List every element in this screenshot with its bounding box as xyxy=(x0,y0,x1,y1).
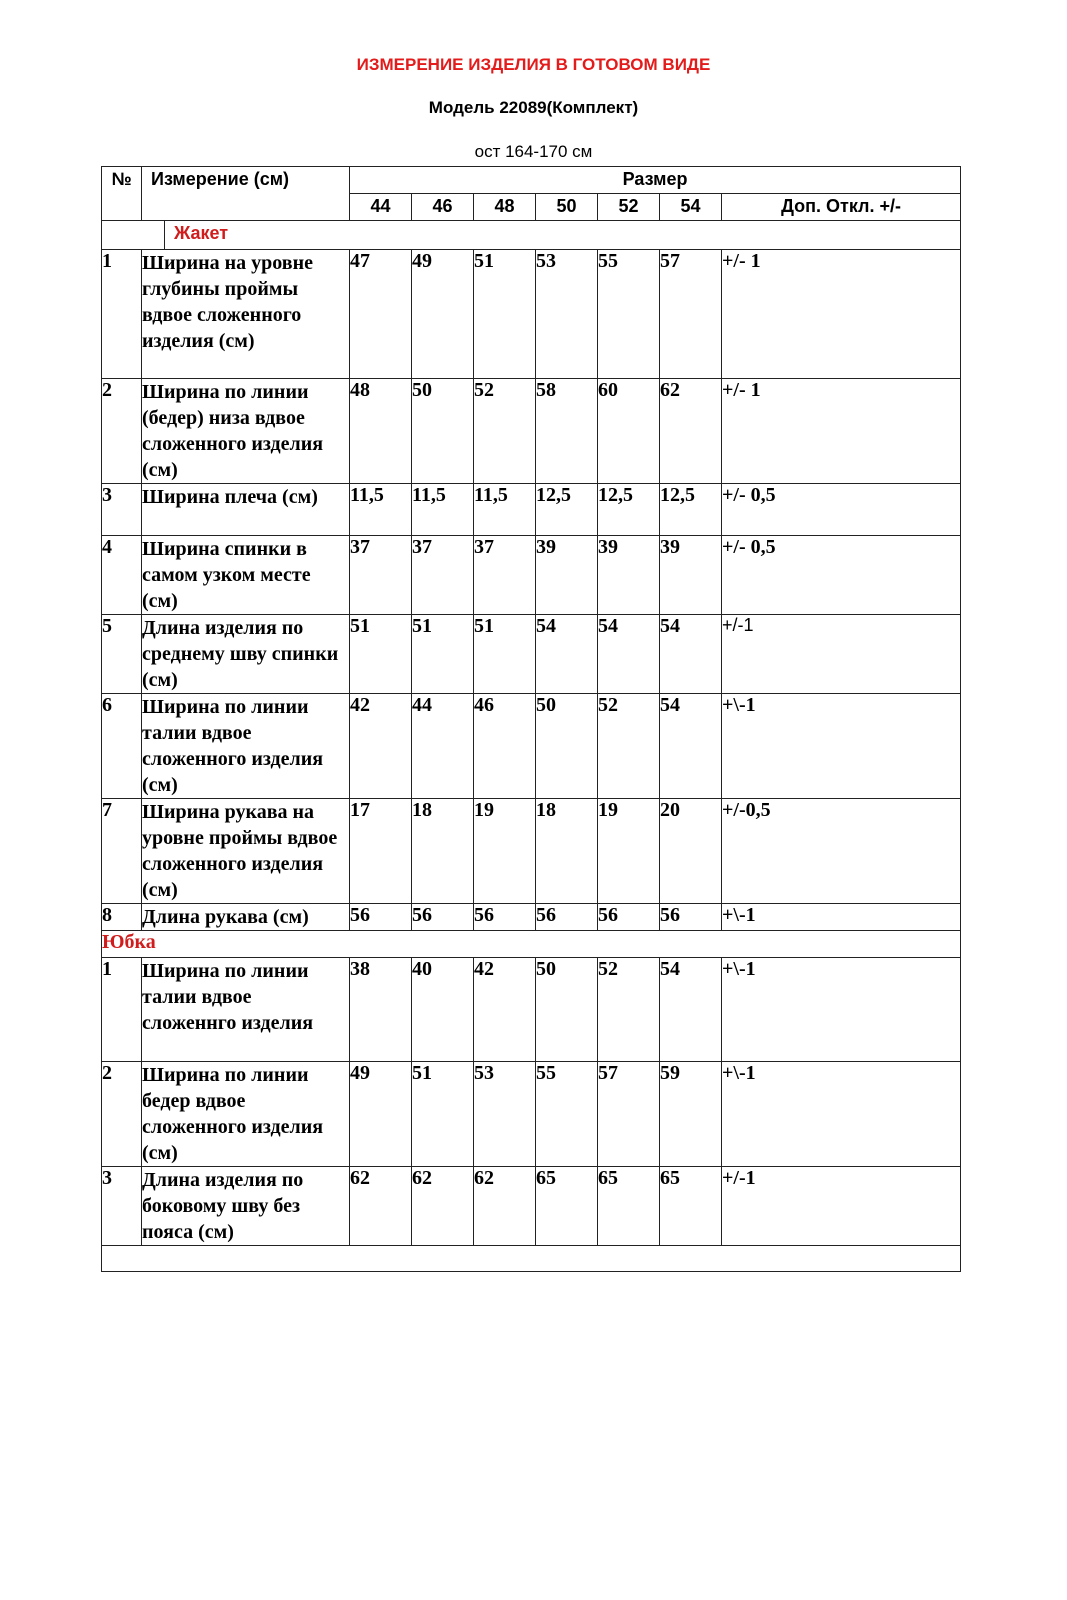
row-number: 5 xyxy=(102,615,142,694)
size-header: 46 xyxy=(412,194,474,221)
size-value: 50 xyxy=(412,379,474,484)
table-row xyxy=(102,1062,961,1167)
size-value: 62 xyxy=(412,1167,474,1246)
size-value: 53 xyxy=(474,1062,536,1167)
size-value: 56 xyxy=(350,904,412,931)
size-value: 62 xyxy=(350,1167,412,1246)
size-value: 57 xyxy=(598,1062,660,1167)
size-value: 19 xyxy=(598,799,660,904)
measurement-label: Ширина на уровне глубины проймы вдвое сложенного изделия (см) xyxy=(142,250,350,379)
size-value: 56 xyxy=(536,904,598,931)
size-value: 18 xyxy=(536,799,598,904)
size-value: 38 xyxy=(350,958,412,1062)
table-row xyxy=(102,799,961,904)
size-value: 11,5 xyxy=(350,484,412,536)
size-value: 65 xyxy=(598,1167,660,1246)
section-row-skirt xyxy=(102,931,961,958)
tolerance-value: +/- 1 xyxy=(722,250,961,379)
table-row xyxy=(102,484,961,536)
tolerance-value: +\-1 xyxy=(722,958,961,1062)
size-value: 54 xyxy=(536,615,598,694)
size-value: 60 xyxy=(598,379,660,484)
column-header-number: № xyxy=(102,167,142,221)
size-value: 65 xyxy=(536,1167,598,1246)
tolerance-value: +/-1 xyxy=(722,615,961,694)
size-value: 12,5 xyxy=(660,484,722,536)
measurement-label: Ширина по линии бедер вдвое сложенного изделия (см) xyxy=(142,1062,350,1167)
row-number: 2 xyxy=(102,379,142,484)
table-row xyxy=(102,250,961,379)
size-value: 11,5 xyxy=(412,484,474,536)
size-value: 19 xyxy=(474,799,536,904)
size-value: 54 xyxy=(598,615,660,694)
size-value: 40 xyxy=(412,958,474,1062)
size-value: 62 xyxy=(474,1167,536,1246)
size-value: 48 xyxy=(350,379,412,484)
row-number: 1 xyxy=(102,250,142,379)
size-value: 12,5 xyxy=(536,484,598,536)
size-value: 42 xyxy=(474,958,536,1062)
size-value: 37 xyxy=(474,536,536,615)
size-value: 62 xyxy=(660,379,722,484)
measurement-table xyxy=(101,166,961,1272)
size-value: 39 xyxy=(660,536,722,615)
size-value: 51 xyxy=(350,615,412,694)
section-row-jacket xyxy=(102,221,961,250)
size-value: 57 xyxy=(660,250,722,379)
size-value: 46 xyxy=(474,694,536,799)
size-value: 50 xyxy=(536,694,598,799)
tolerance-value: +/- 1 xyxy=(722,379,961,484)
column-header-measure: Измерение (см) xyxy=(142,167,350,221)
size-value: 59 xyxy=(660,1062,722,1167)
size-value: 39 xyxy=(598,536,660,615)
measurement-label: Ширина плеча (см) xyxy=(142,484,350,536)
size-value: 49 xyxy=(350,1062,412,1167)
measurement-label: Ширина по линии талии вдвое сложенного изделия (см) xyxy=(142,694,350,799)
size-value: 12,5 xyxy=(598,484,660,536)
tolerance-value: +/- 0,5 xyxy=(722,536,961,615)
size-value: 54 xyxy=(660,615,722,694)
empty-row xyxy=(102,1246,961,1272)
measurement-label: Длина рукава (см) xyxy=(142,904,350,931)
row-number: 3 xyxy=(102,1167,142,1246)
size-header: 52 xyxy=(598,194,660,221)
measurement-label: Длина изделия по среднему шву спинки (см) xyxy=(142,615,350,694)
model-subtitle: Модель 22089(Комплект) xyxy=(428,98,639,117)
size-value: 50 xyxy=(536,958,598,1062)
measurement-label: Длина изделия по боковому шву без пояса (см) xyxy=(142,1167,350,1246)
measurement-label: Ширина рукава на уровне проймы вдвое сложенного изделия (см) xyxy=(142,799,350,904)
measurement-label: Ширина спинки в самом узком месте (см) xyxy=(142,536,350,615)
size-value: 55 xyxy=(536,1062,598,1167)
size-value: 56 xyxy=(474,904,536,931)
row-number: 2 xyxy=(102,1062,142,1167)
row-number: 8 xyxy=(102,904,142,931)
column-header-tolerance: Доп. Откл. +/- xyxy=(722,194,961,221)
page-title: ИЗМЕРЕНИЕ ИЗДЕЛИЯ В ГОТОВОМ ВИДЕ xyxy=(356,55,711,74)
size-value: 51 xyxy=(412,1062,474,1167)
size-value: 51 xyxy=(412,615,474,694)
size-value: 54 xyxy=(660,958,722,1062)
size-value: 52 xyxy=(474,379,536,484)
size-value: 54 xyxy=(660,694,722,799)
table-row xyxy=(102,904,961,931)
measurement-label: Ширина по линии (бедер) низа вдвое сложенного изделия (см) xyxy=(142,379,350,484)
tolerance-value: +/-0,5 xyxy=(722,799,961,904)
size-value: 42 xyxy=(350,694,412,799)
size-value: 53 xyxy=(536,250,598,379)
tolerance-value: +\-1 xyxy=(722,904,961,931)
size-header: 44 xyxy=(350,194,412,221)
size-value: 39 xyxy=(536,536,598,615)
size-value: 20 xyxy=(660,799,722,904)
table-row xyxy=(102,958,961,1062)
size-value: 37 xyxy=(350,536,412,615)
tolerance-value: +\-1 xyxy=(722,694,961,799)
size-value: 51 xyxy=(474,250,536,379)
table-row xyxy=(102,1167,961,1246)
table-row xyxy=(102,694,961,799)
size-value: 47 xyxy=(350,250,412,379)
tolerance-value: +\-1 xyxy=(722,1062,961,1167)
table-row xyxy=(102,379,961,484)
size-header: 48 xyxy=(474,194,536,221)
table-row xyxy=(102,536,961,615)
size-value: 11,5 xyxy=(474,484,536,536)
size-value: 56 xyxy=(412,904,474,931)
empty-cell xyxy=(102,1246,961,1272)
tolerance-value: +/-1 xyxy=(722,1167,961,1246)
size-value: 18 xyxy=(412,799,474,904)
size-value: 49 xyxy=(412,250,474,379)
size-header: 50 xyxy=(536,194,598,221)
size-value: 52 xyxy=(598,694,660,799)
size-value: 17 xyxy=(350,799,412,904)
size-value: 52 xyxy=(598,958,660,1062)
size-header: 54 xyxy=(660,194,722,221)
size-value: 65 xyxy=(660,1167,722,1246)
measurement-label: Ширина по линии талии вдвое сложеннго изделия xyxy=(142,958,350,1062)
height-note: ост 164-170 см xyxy=(474,142,593,161)
size-value: 44 xyxy=(412,694,474,799)
row-number: 6 xyxy=(102,694,142,799)
tolerance-value: +/- 0,5 xyxy=(722,484,961,536)
section-label-jacket: Жакет xyxy=(164,221,228,249)
size-value: 56 xyxy=(660,904,722,931)
row-number: 3 xyxy=(102,484,142,536)
row-number: 7 xyxy=(102,799,142,904)
size-value: 51 xyxy=(474,615,536,694)
section-label-skirt: Юбка xyxy=(102,931,961,958)
table-row xyxy=(102,615,961,694)
size-value: 58 xyxy=(536,379,598,484)
row-number: 1 xyxy=(102,958,142,1062)
size-value: 37 xyxy=(412,536,474,615)
row-number: 4 xyxy=(102,536,142,615)
column-header-size: Размер xyxy=(350,167,961,194)
size-value: 55 xyxy=(598,250,660,379)
size-value: 56 xyxy=(598,904,660,931)
